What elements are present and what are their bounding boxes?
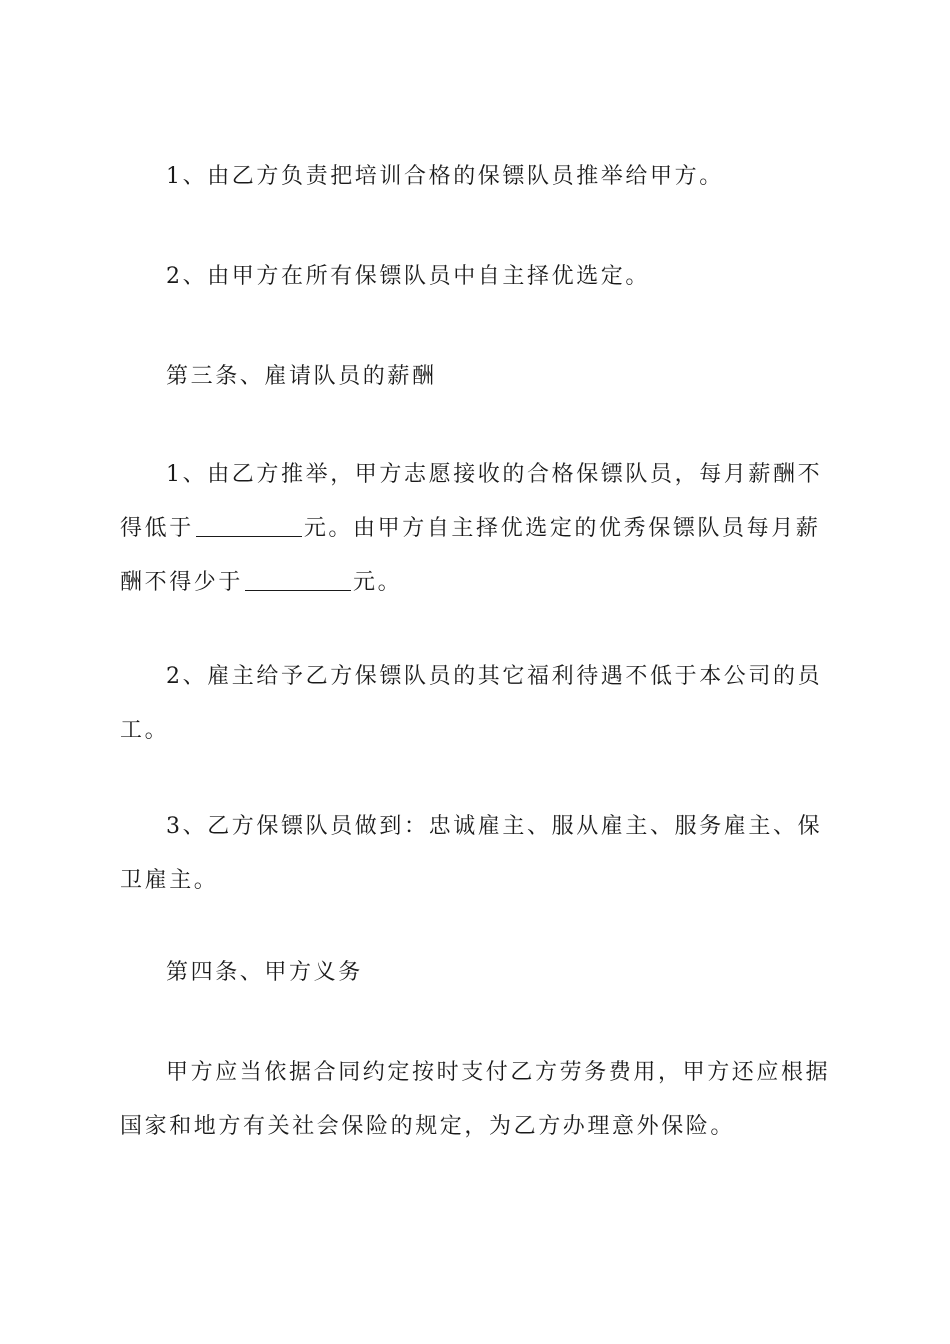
clause-2-item-2: 2、由甲方在所有保镖队员中自主择优选定。 <box>166 264 650 289</box>
clause-3-item-1-part-b: 元。由甲方自主择优选定的优秀保镖队员每月薪酬不得少于 <box>120 516 821 595</box>
section-heading-3: 第三条、雇请队员的薪酬 <box>166 364 437 389</box>
clause-3-item-1-part-a: 1、由乙方推举，甲方志愿接收的合格保镖队员，每月薪酬不得低于 <box>120 462 823 541</box>
clause-3-item-2: 2、雇主给予乙方保镖队员的其它福利待遇不低于本公司的员工。 <box>120 664 823 743</box>
clause-3-item-1 <box>120 448 840 610</box>
clause-2-item-1: 1、由乙方负责把培训合格的保镖队员推举给甲方。 <box>166 164 724 189</box>
fill-blank-excellent-salary[interactable] <box>245 570 351 591</box>
clause-3-item-1-part-c: 元。 <box>353 570 403 595</box>
section-heading-4: 第四条、甲方义务 <box>166 960 363 985</box>
fill-blank-min-salary[interactable] <box>196 516 302 537</box>
clause-3-item-3: 3、乙方保镖队员做到：忠诚雇主、服从雇主、服务雇主、保卫雇主。 <box>120 814 823 893</box>
clause-4-body: 甲方应当依据合同约定按时支付乙方劳务费用，甲方还应根据国家和地方有关社会保险的规定，为乙方办理意外保险。 <box>120 1060 831 1139</box>
